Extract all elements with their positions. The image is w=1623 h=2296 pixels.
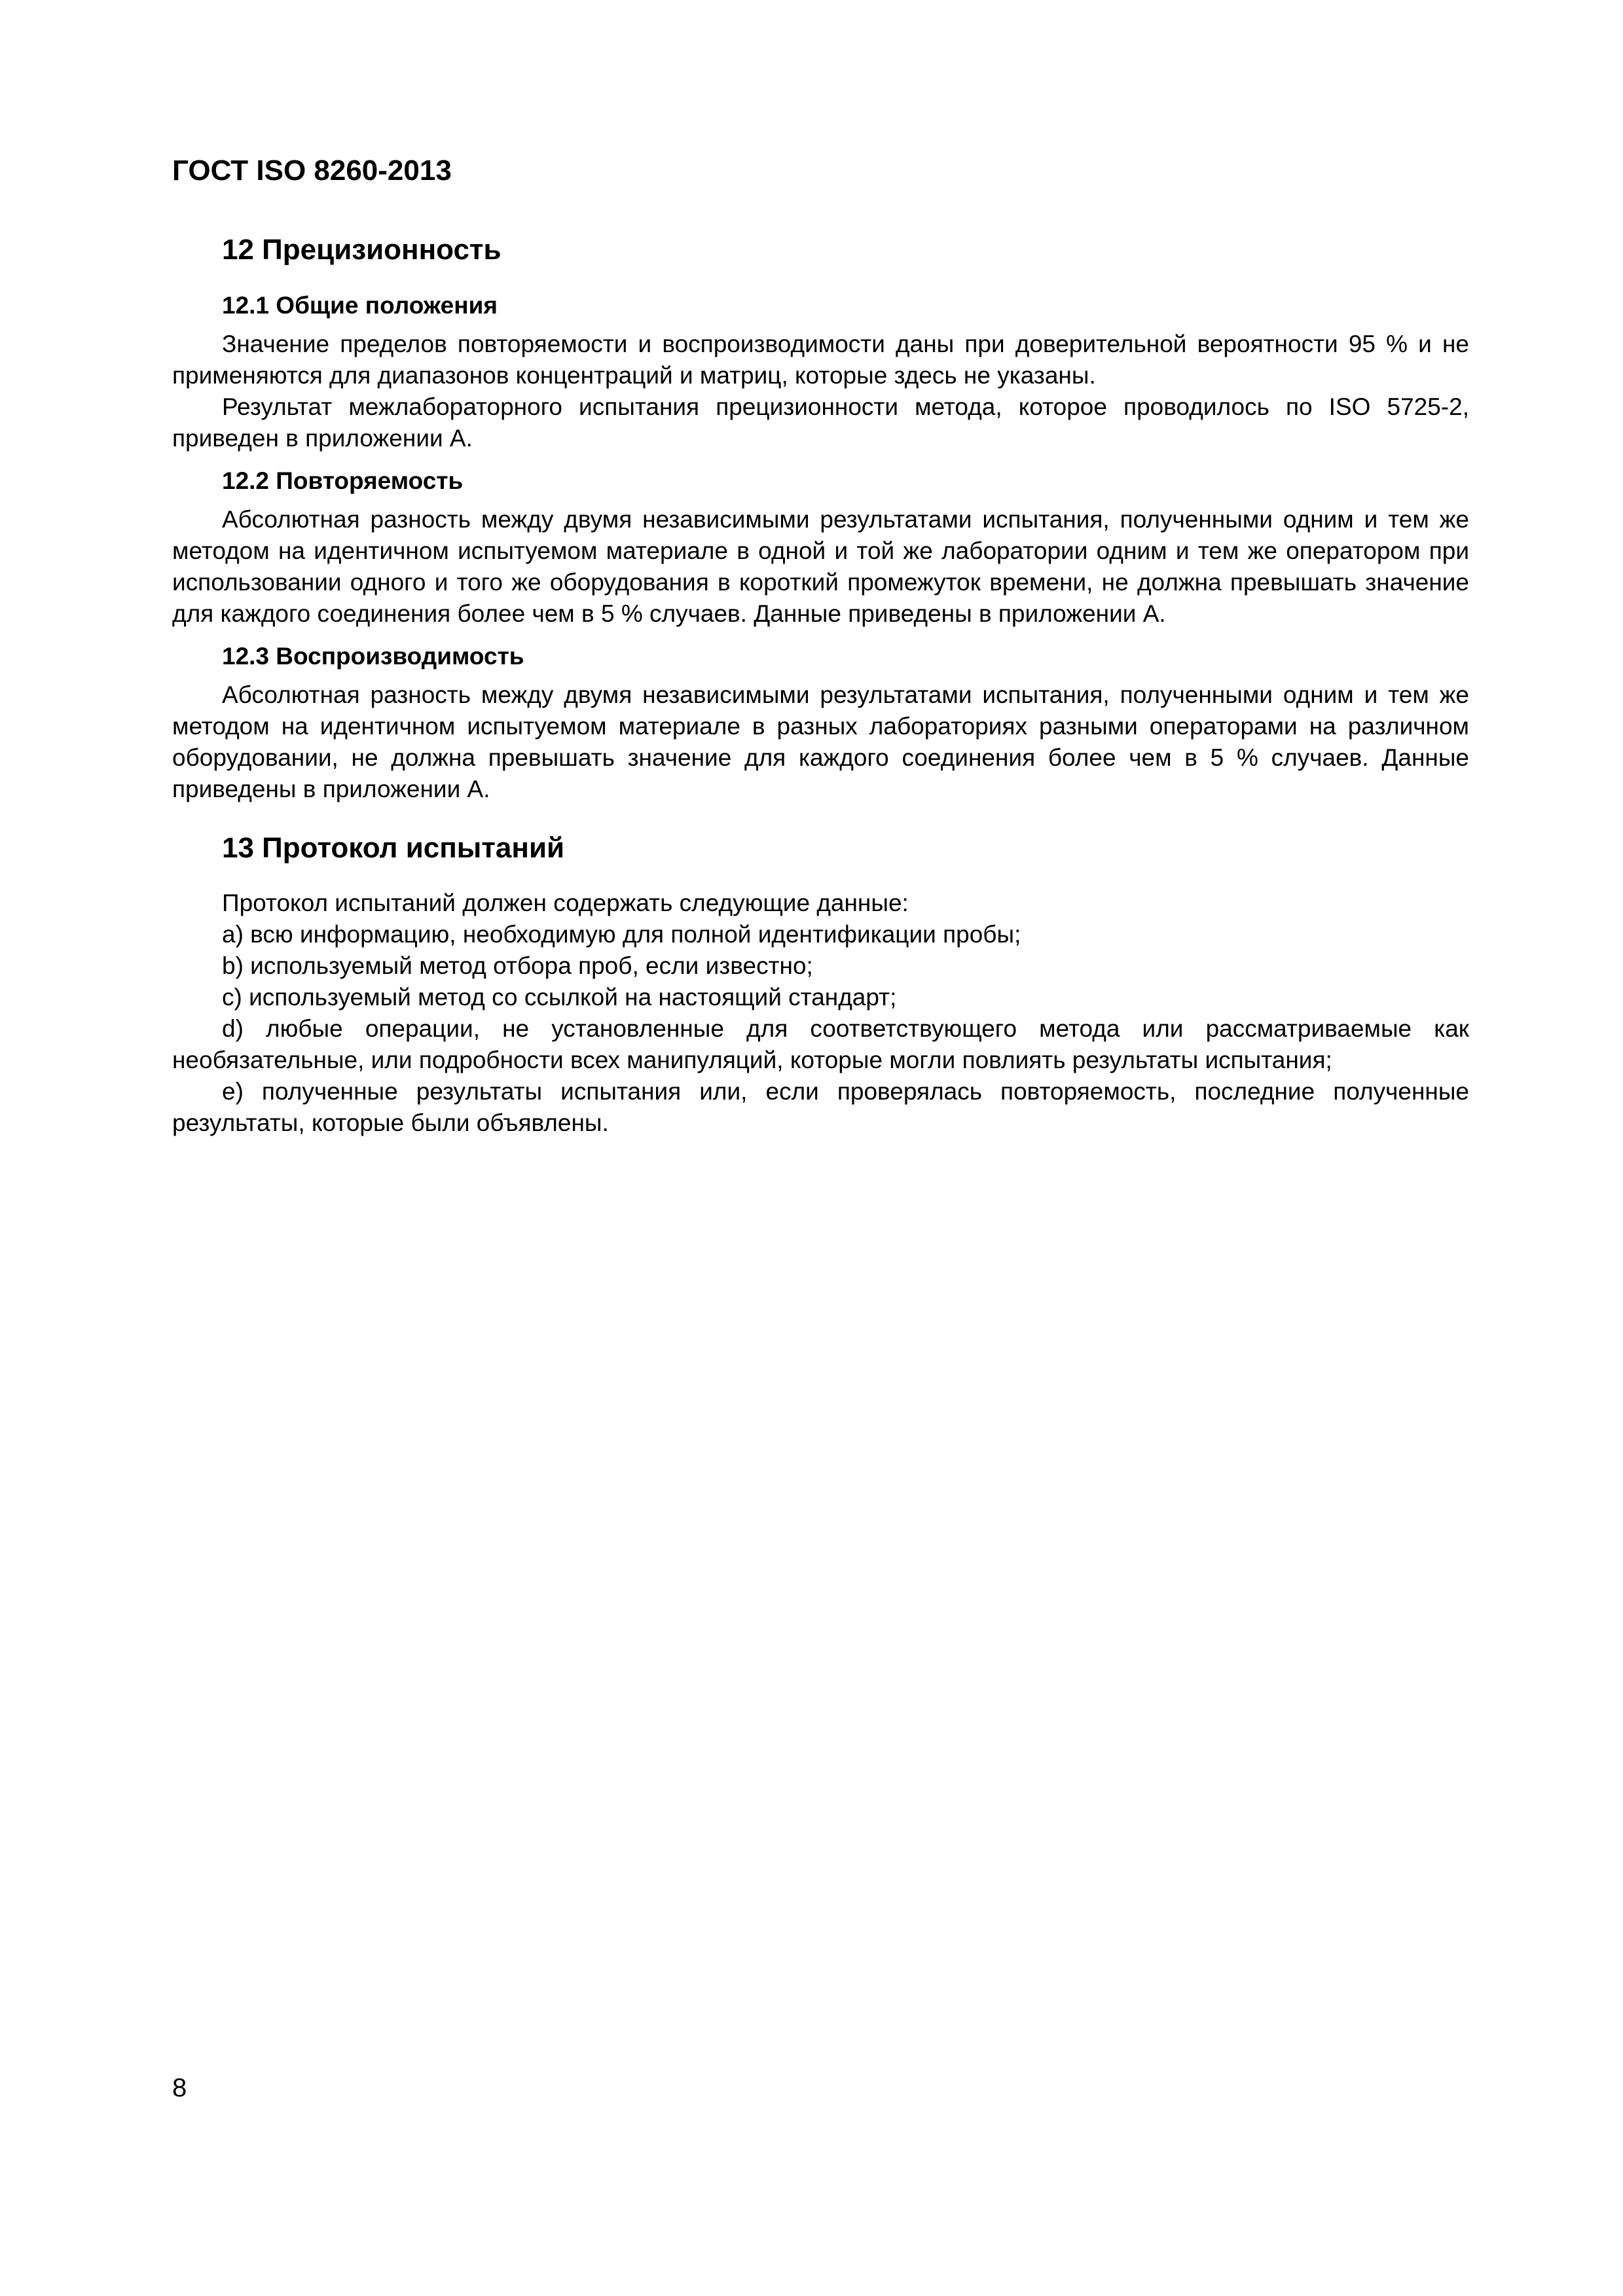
section-12-3-title: 12.3 Воспроизводимость	[222, 643, 524, 670]
list-item: d) любые операции, не установленные для соответствующего метода или рассматриваемые как необязательные, или подробности всех манипуляций, которые могли повлиять результаты испытания;	[172, 1015, 1469, 1073]
paragraph: Значение пределов повторяемости и воспроизводимости даны при доверительной вероятности 95 % и не применяются для диапазонов концентраций и матриц, которые здесь не указаны.	[172, 331, 1469, 389]
paragraph: Абсолютная разность между двумя независимыми результатами испытания, полученными одним и тем же методом на идентичном испытуемом материале в разных лабораториях разными операторами на различном оборудовании, не должна превышать значение для каждого соединения более чем в 5 % случаев. Данные приведены в приложении А.	[172, 681, 1469, 802]
section-12-2-title: 12.2 Повторяемость	[222, 467, 464, 494]
list-item: b) используемый метод отбора проб, если известно;	[222, 952, 813, 979]
list-item: a) всю информацию, необходимую для полной идентификации пробы;	[222, 921, 1021, 948]
section-13-title: 13 Протокол испытаний	[222, 832, 565, 864]
section-12-1-body	[172, 329, 1469, 454]
section-12-3-body	[172, 679, 1469, 805]
page-content	[172, 233, 1469, 1139]
paragraph: Протокол испытаний должен содержать следующие данные:	[222, 889, 909, 916]
list-item: c) используемый метод со ссылкой на настоящий стандарт;	[222, 984, 897, 1011]
section-13-body	[172, 888, 1469, 1139]
paragraph: Абсолютная разность между двумя независимыми результатами испытания, полученными одним и тем же методом на идентичном испытуемом материале в одной и той же лаборатории одним и тем же оператором при использовании одного и того же оборудования в короткий промежуток времени, не должна превышать значение для каждого соединения более чем в 5 % случаев. Данные приведены в приложении А.	[172, 506, 1469, 627]
list-item: e) полученные результаты испытания или, если проверялась повторяемость, последние полученные результаты, которые были объявлены.	[172, 1078, 1469, 1136]
document-code-header: ГОСТ ISO 8260-2013	[172, 154, 452, 187]
section-12-title: 12 Прецизионность	[222, 234, 501, 266]
section-12-1-title: 12.1 Общие положения	[222, 292, 498, 319]
page-number: 8	[172, 2073, 187, 2102]
section-12-2-body	[172, 504, 1469, 630]
paragraph: Результат межлабораторного испытания прецизионности метода, которое проводилось по ISO 5725-2, приведен в приложении А.	[172, 393, 1469, 452]
